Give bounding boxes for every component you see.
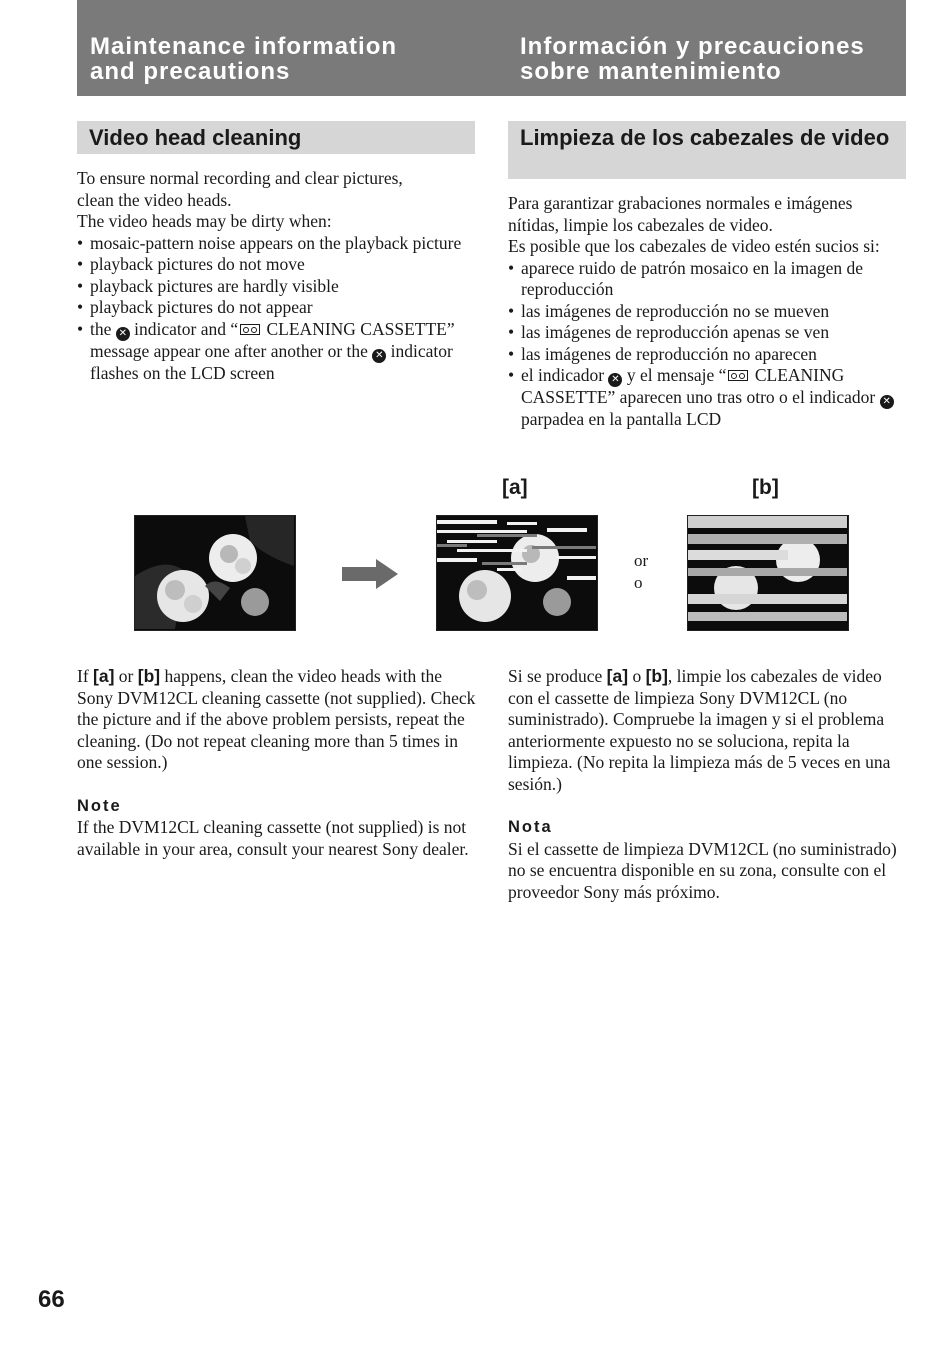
list-item: • las imágenes de reproducción apenas se ven — [508, 322, 908, 344]
page-title-es — [520, 34, 920, 84]
note-heading-en: Note — [77, 796, 122, 815]
page-title-en — [90, 34, 490, 84]
title-es-line1: Información y precauciones — [520, 33, 865, 60]
section-title-en: Video head cleaning — [77, 121, 475, 154]
note-text-en: If the DVM12CL cleaning cassette (not supplied) is not available in your area, consult your nearest Sony dealer. — [77, 817, 469, 859]
figure-label-a: [a] — [502, 476, 528, 499]
or-label-es: o — [634, 573, 643, 592]
arrow-right-icon — [342, 559, 400, 594]
label-b-ref: [b] — [645, 666, 668, 686]
intro-es — [508, 193, 908, 431]
body-es — [508, 666, 908, 903]
list-item: • las imágenes de reproducción no aparecen — [508, 344, 908, 366]
symptom-list-es — [508, 258, 908, 431]
list-item: • aparece ruido de patrón mosaico en la imagen de reproducción — [508, 258, 908, 301]
or-label-en: or — [634, 551, 649, 570]
label-a-ref: [a] — [93, 666, 115, 686]
list-item: • playback pictures are hardly visible — [77, 276, 477, 298]
body-text: o — [632, 666, 642, 686]
symptom-list-en — [77, 233, 477, 385]
section-title-es: Limpieza de los cabezales de video — [508, 121, 906, 179]
bullet-text: indicator flashes on the LCD screen — [90, 340, 453, 383]
intro-line: Es posible que los cabezales de video estén sucios si: — [508, 236, 880, 256]
body-text: If — [77, 666, 89, 686]
instruction-paragraph-en — [77, 666, 477, 774]
body-text: , limpie los cabezales de video con el cassette de limpieza Sony DVM12CL (no suministrado). Compruebe la imagen y si el problema anteriormente expuesto no se soluciona, repita la limpieza. (No repita la limpieza más de 5 veces en una sesión.) — [508, 666, 891, 794]
body-text: or — [118, 666, 134, 686]
list-item: • las imágenes de reproducción no se mueven — [508, 301, 908, 323]
intro-line: To ensure normal recording and clear pictures, — [77, 168, 403, 188]
list-item — [508, 365, 908, 431]
warning-indicator-icon: ✕ — [116, 327, 130, 341]
normal-picture — [134, 515, 296, 631]
bullet-text: the — [90, 318, 112, 339]
label-a-ref: [a] — [606, 666, 629, 686]
intro-line: Para garantizar grabaciones normales e imágenes — [508, 193, 853, 213]
body-text: happens, clean the video heads with the Sony DVM12CL cleaning cassette (not supplied). Check the picture and if the above problem persists, repeat the cleaning. (Do not repeat cleaning more than 5 times in one session.) — [77, 666, 476, 772]
warning-indicator-icon: ✕ — [608, 373, 622, 387]
intro-line: nítidas, limpie los cabezales de video. — [508, 214, 773, 235]
note-text-es: Si el cassette de limpieza DVM12CL (no suministrado) no se encuentra disponible en su zona, consulte con el proveedor Sony más próximo. — [508, 838, 897, 902]
cassette-icon — [728, 370, 748, 381]
list-item: • mosaic-pattern noise appears on the playback picture — [77, 233, 477, 255]
bullet-text: CLEANING CASSETTE” message appear one after another or the — [90, 318, 455, 361]
bullet-text: y el mensaje “ — [626, 365, 727, 385]
title-es-line2: sobre mantenimiento — [520, 58, 782, 85]
bullet-text: CLEANING CASSETTE” aparecen uno tras otro o el indicador — [521, 365, 876, 407]
instruction-paragraph-es — [508, 666, 908, 795]
list-item: • playback pictures do not move — [77, 254, 477, 276]
cassette-icon — [240, 324, 260, 335]
mosaic-noise-picture — [436, 515, 598, 631]
list-item: • playback pictures do not appear — [77, 297, 477, 319]
bullet-text: indicator and “ — [134, 318, 239, 339]
bullet-text: el indicador — [521, 365, 605, 385]
bullet-text: parpadea en la pantalla LCD — [521, 409, 722, 429]
intro-line: The video heads may be dirty when: — [77, 211, 332, 231]
warning-indicator-icon: ✕ — [880, 395, 894, 409]
page-number: 66 — [38, 1286, 65, 1313]
body-text: Si se produce — [508, 666, 603, 686]
list-item — [77, 319, 477, 385]
body-en — [77, 666, 477, 860]
title-en-line2: and precautions — [90, 58, 291, 85]
title-en-line1: Maintenance information — [90, 33, 398, 60]
streak-noise-picture — [687, 515, 849, 631]
label-b-ref: [b] — [137, 666, 161, 686]
figure-label-b: [b] — [752, 476, 779, 499]
intro-en — [77, 168, 477, 384]
note-heading-es: Nota — [508, 818, 553, 836]
warning-indicator-icon: ✕ — [372, 349, 386, 363]
intro-line: clean the video heads. — [77, 189, 232, 210]
